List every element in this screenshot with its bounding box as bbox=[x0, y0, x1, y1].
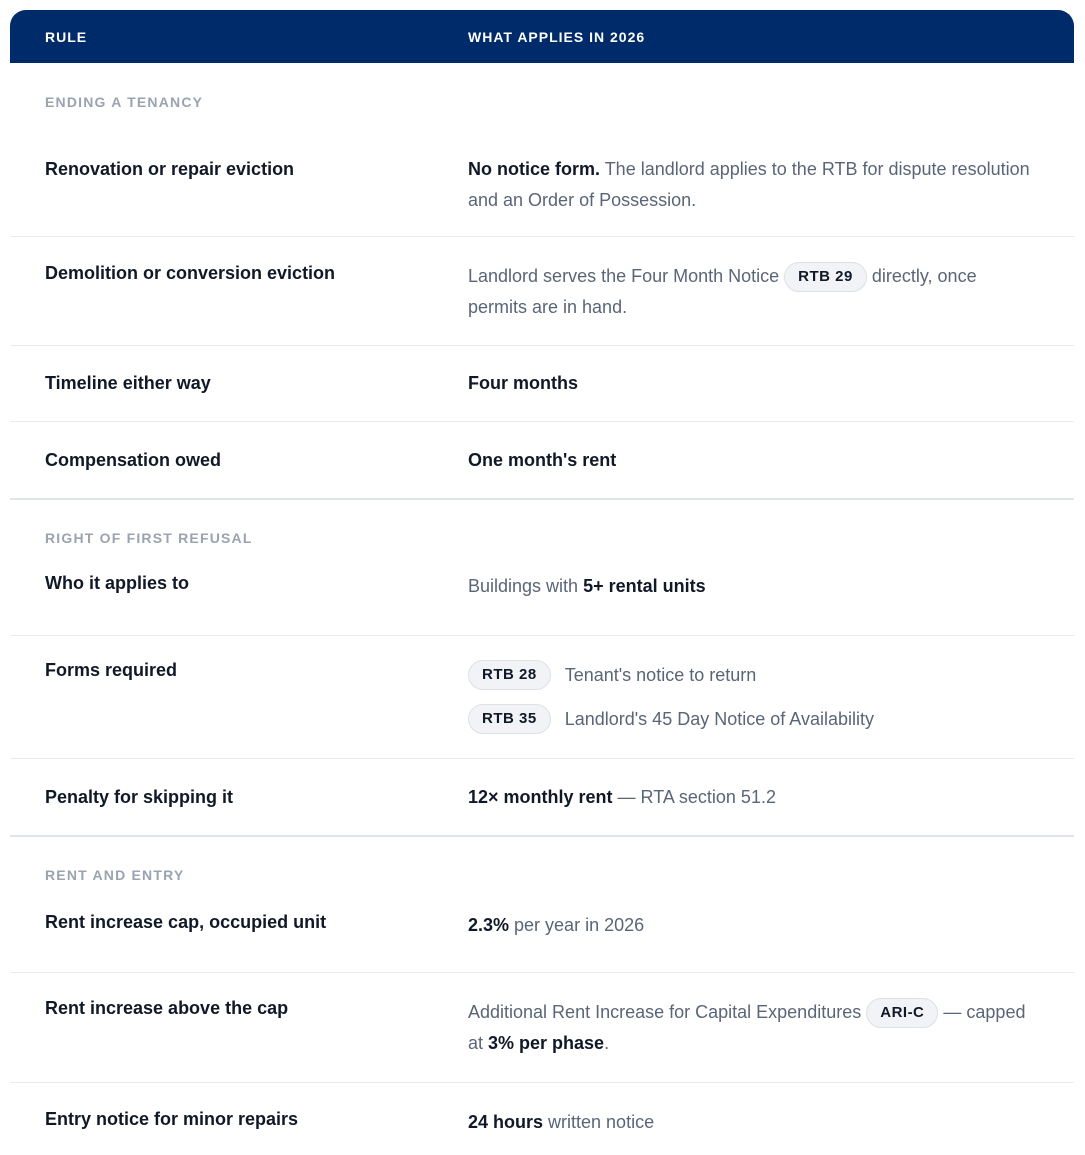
value-emphasis: Four months bbox=[468, 373, 578, 393]
value-text: Landlord serves the Four Month Notice bbox=[468, 266, 785, 286]
section-label-ending-a-tenancy: ENDING A TENANCY bbox=[45, 94, 204, 110]
value-text: — RTA section 51.2 bbox=[612, 786, 776, 807]
table-row bbox=[10, 759, 1074, 835]
value-text: Additional Rent Increase for Capital Expenditures bbox=[468, 1002, 867, 1022]
table-row bbox=[10, 155, 1074, 237]
value-text: directly, once permits are in hand. bbox=[468, 266, 977, 318]
section-label-right-of-first-refusal: RIGHT OF FIRST REFUSAL bbox=[45, 530, 253, 546]
section-label-rent-and-entry: RENT AND ENTRY bbox=[45, 867, 185, 883]
value-text: Buildings with bbox=[468, 576, 584, 596]
value-emphasis: 24 hours bbox=[468, 1112, 544, 1132]
rule-value bbox=[468, 1083, 1074, 1132]
table-row bbox=[10, 1083, 1074, 1132]
rule-value bbox=[468, 445, 1074, 476]
rule-value bbox=[468, 237, 1074, 345]
value-emphasis: 2.3% bbox=[468, 915, 510, 935]
value-text: . bbox=[604, 1033, 610, 1054]
rule-label: Renovation or repair eviction bbox=[45, 159, 295, 179]
form-description: Landlord's 45 Day Notice of Availability bbox=[564, 708, 874, 729]
rule-value bbox=[468, 782, 1074, 813]
table-row bbox=[10, 568, 1074, 636]
rule-label: Forms required bbox=[45, 660, 178, 680]
form-code-badge: RTB 35 bbox=[468, 704, 551, 734]
rule-label: Penalty for skipping it bbox=[45, 786, 234, 807]
rule-value bbox=[468, 568, 1074, 635]
rule-label: Rent increase cap, occupied unit bbox=[45, 912, 327, 932]
value-text: per year in 2026 bbox=[509, 915, 645, 935]
table-row bbox=[10, 636, 1074, 759]
value-emphasis: No notice form. bbox=[468, 159, 601, 179]
rule-label: Compensation owed bbox=[45, 449, 222, 470]
table-row bbox=[10, 973, 1074, 1083]
rule-value bbox=[468, 973, 1074, 1082]
column-header-rule: RULE bbox=[45, 28, 88, 45]
value-emphasis: 5+ rental units bbox=[583, 576, 706, 596]
form-description: Tenant's notice to return bbox=[564, 664, 757, 685]
value-emphasis: 3% per phase bbox=[488, 1033, 605, 1054]
table-row bbox=[10, 422, 1074, 498]
table-row bbox=[10, 346, 1074, 422]
rule-value bbox=[468, 368, 1074, 399]
rule-value bbox=[468, 154, 1074, 236]
table-row bbox=[10, 909, 1074, 973]
column-header-what-applies: WHAT APPLIES IN 2026 bbox=[468, 28, 646, 45]
rule-label: Rent increase above the cap bbox=[45, 998, 289, 1018]
form-item bbox=[468, 659, 1034, 691]
value-text: The landlord applies to the RTB for dispute resolution and an Order of Possession. bbox=[468, 159, 1030, 210]
form-code-badge: ARI-C bbox=[866, 998, 938, 1028]
table-header bbox=[10, 10, 1074, 63]
rule-label: Timeline either way bbox=[45, 373, 211, 393]
rule-value bbox=[468, 636, 1074, 758]
rule-label: Who it applies to bbox=[45, 573, 189, 593]
value-text: — capped at bbox=[468, 1002, 1026, 1054]
form-code-badge: RTB 29 bbox=[784, 262, 867, 292]
form-code-badge: RTB 28 bbox=[468, 660, 551, 690]
rules-table bbox=[10, 10, 1074, 1132]
table-row bbox=[10, 237, 1074, 346]
rule-value bbox=[468, 909, 1074, 972]
form-item bbox=[468, 703, 1034, 735]
rule-label: Demolition or conversion eviction bbox=[45, 263, 336, 283]
value-text: written notice bbox=[543, 1112, 655, 1132]
value-emphasis: 12× monthly rent bbox=[468, 786, 613, 807]
rule-label: Entry notice for minor repairs bbox=[45, 1109, 299, 1129]
value-emphasis: One month's rent bbox=[468, 449, 617, 470]
